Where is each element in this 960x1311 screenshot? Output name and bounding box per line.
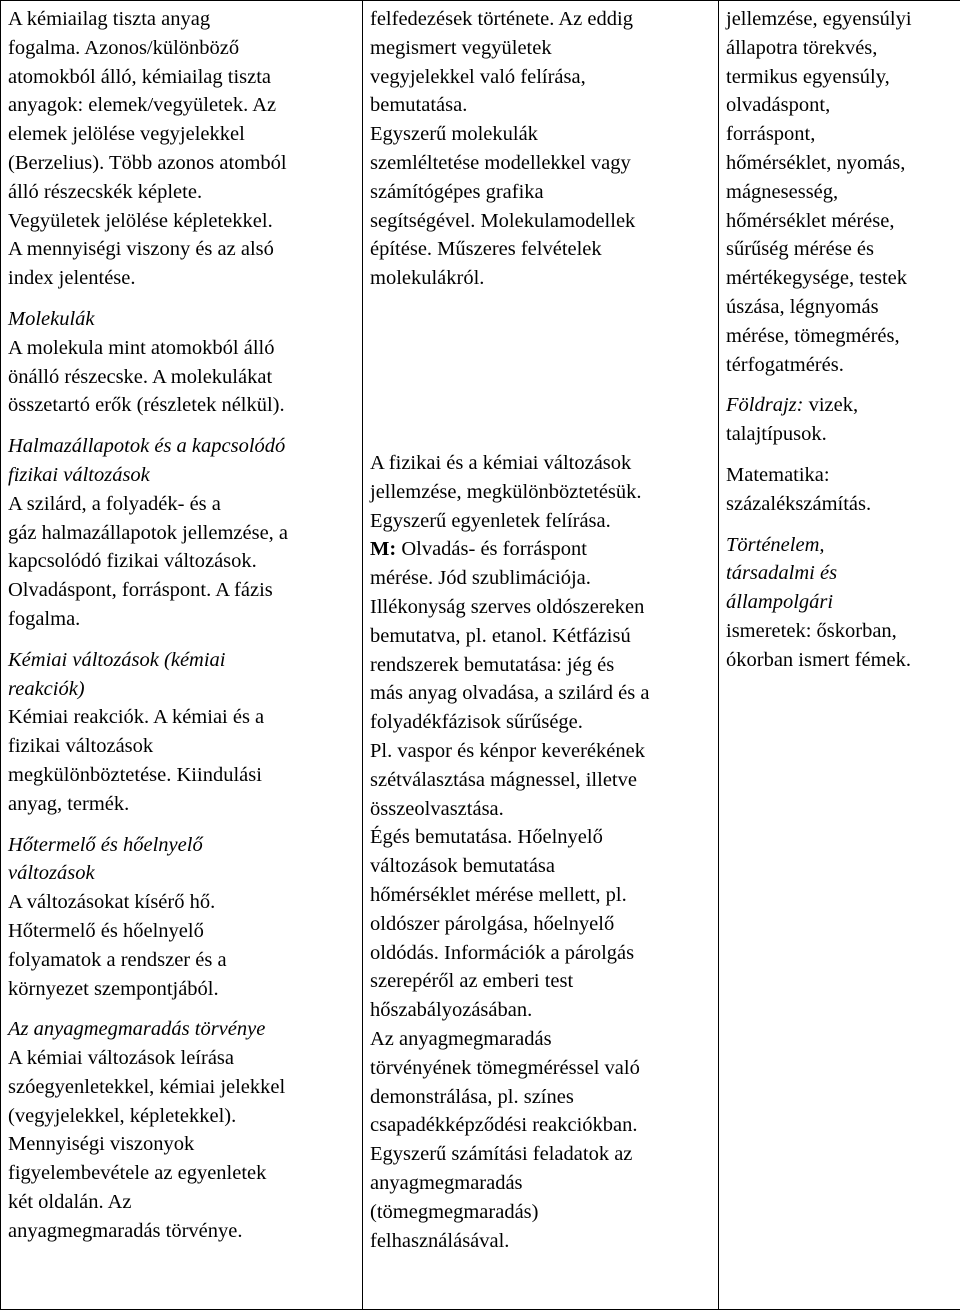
text-line: Halmazállapotok és a kapcsolódó [8,435,286,458]
text-line: álló részecskék képlete. [8,180,203,203]
text-line: felfedezések története. Az eddig [370,8,633,30]
text-line: önálló részecske. A molekulákat [8,365,273,388]
activities-top-block [370,5,712,425]
text-line: Egyszerű számítási feladatok az [370,1143,633,1166]
text-line: A molekula mint atomokból álló [8,336,275,359]
mass-conservation-text [8,1044,356,1246]
text-line: gáz halmazállapotok jellemzése, a [8,521,289,544]
text-line: csapadékképződési reakciókban. [370,1114,638,1137]
chemical-changes-heading [8,646,356,704]
geography-connection [726,391,960,449]
text-line: állampolgári [726,591,834,614]
table-row [1,1,960,1310]
text-line: szétválasztása mágnessel, illetve [370,768,637,791]
physics-connection [726,5,960,379]
text-line: változások [8,862,95,885]
text-line: Illékonyság szerves oldószereken [370,595,645,618]
text-line: Az anyagmegmaradás [370,1027,552,1050]
text-line: A fizikai és a kémiai változások [370,452,632,474]
text-line: (vegyjelekkel, képletekkel). [8,1104,237,1127]
text-line: szóegyenletekkel, kémiai jelekkel [8,1075,286,1098]
text-line: ismeretek: őskorban, [726,619,897,642]
text-line: szemléltetése modellekkel vagy [370,151,631,174]
text-line: sűrűség mérése és [726,238,875,261]
text-line: olvadáspont, [726,94,831,117]
text-line: demonstrálása, pl. színes [370,1085,574,1108]
text-line: fogalma. Azonos/különböző [8,36,240,59]
text-line: megismert vegyületek [370,36,552,59]
states-block [8,432,356,634]
activities-demos-text [370,564,712,1255]
text-line: A kémiai változások leírása [8,1047,234,1070]
text-line: változások bemutatása [370,855,556,878]
text-line: jellemzése, egyensúlyi [726,8,912,30]
text-line: A mennyiségi viszony és az alsó [8,238,274,261]
text-line: Kémiai változások (kémiai [8,648,226,671]
text-line: törvényének tömegméréssel való [370,1056,640,1079]
text-line: Olvadáspont, forráspont. A fázis [8,579,273,602]
activities-bottom-block [370,449,712,1255]
states-text [8,490,356,634]
text-line: környezet szempontjából. [8,977,219,1000]
text-line: A kémiailag tiszta anyag [8,8,211,30]
text-line: folyamatok a rendszer és a [8,948,227,971]
text-line: hőmérséklet mérése, [726,209,895,232]
math-connection [726,461,960,519]
heat-changes-text [8,888,356,1003]
text-line: két oldalán. Az [8,1191,132,1214]
text-line: megkülönböztetése. Kiindulási [8,763,262,786]
text-line: Hőtermelő és hőelnyelő [8,833,203,856]
text-line: rendszerek bemutatása: jég és [370,653,615,676]
history-heading [726,531,960,617]
text-line: anyagmegmaradás törvénye. [8,1219,243,1242]
text-line: felhasználásával. [370,1229,510,1252]
text-line: segítségével. Molekulamodellek [370,209,636,232]
text-line: építése. Műszeres felvételek [370,238,602,261]
text-line: számítógépes grafika [370,180,544,203]
text-line: anyagmegmaradás [370,1171,523,1194]
text-line: összeolvasztása. [370,797,504,820]
text-line: mágnesesség, [726,180,839,203]
text-line: hőmérséklet, nyomás, [726,151,906,174]
text-line: százalékszámítás. [726,492,872,515]
text-line: anyagok: elemek/vegyületek. Az [8,94,277,117]
text-line: Pl. vaspor és kénpor keverékének [370,739,645,762]
molecules-heading: Molekulák [8,307,95,330]
text-line: szerepéről az emberi test [370,970,574,993]
text-line: hőszabályozásában. [370,999,533,1022]
text-line: Egyszerű molekulák [370,123,538,146]
text-line: reakciók) [8,677,85,700]
text-line: társadalmi és [726,562,838,585]
molecules-text [8,334,356,420]
text-line: oldószer párolgása, hőelnyelő [370,912,615,935]
text-line: figyelembevétele az egyenletek [8,1162,267,1185]
text-line: anyag, termék. [8,792,130,815]
molecules-block [8,305,356,420]
measurement-text: Olvadás- és forráspont [396,538,587,561]
text-line: Vegyületek jelölése képletekkel. [8,209,273,232]
mass-conservation-block [8,1015,356,1245]
text-line: bemutatva, pl. etanol. Kétfázisú [370,624,631,647]
text-line: vegyjelekkel való felírása, [370,65,586,88]
heat-changes-heading [8,831,356,889]
text-line: Mennyiségi viszonyok [8,1133,195,1156]
text-line: oldódás. Információk a párolgás [370,941,635,964]
text-line: mérése. Jód szublimációja. [370,567,591,590]
text-line: Egyszerű egyenletek felírása. [370,509,611,532]
text-line: (Berzelius). Több azonos atomból [8,151,287,174]
geography-line [726,391,960,420]
text-line: összetartó erők (részletek nélkül). [8,394,285,417]
chemical-changes-text [8,703,356,818]
text-line: mérése, tömegmérés, [726,324,900,347]
text-line: fizikai változások [8,463,150,486]
states-heading [8,432,356,490]
topics-column [1,1,363,1310]
connections-column [719,1,960,1310]
text-line: hőmérséklet mérése mellett, pl. [370,883,627,906]
text-line: Égés bemutatása. Hőelnyelő [370,826,603,849]
text-line: A szilárd, a folyadék- és a [8,492,221,515]
text-line: molekulákról. [370,267,485,290]
text-line: más anyag olvadása, a szilárd és a [370,682,650,705]
history-connection [726,531,960,675]
history-text [726,617,960,675]
geography-label: Földrajz: [726,394,804,417]
geography-text: vizek, [803,394,859,417]
text-line: Matematika: [726,463,830,486]
text-line: folyadékfázisok sűrűsége. [370,711,583,734]
geography-line-2: talajtípusok. [726,423,827,446]
measurement-label: M: [370,538,397,561]
text-line: úszása, légnyomás [726,295,879,318]
text-line: Kémiai reakciók. A kémiai és a [8,706,265,729]
intro-block [8,5,356,293]
mass-conservation-heading: Az anyagmegmaradás törvénye [8,1018,266,1041]
text-line: bemutatása. [370,94,468,117]
text-line: Hőtermelő és hőelnyelő [8,919,204,942]
chemical-changes-block [8,646,356,819]
text-line: állapotra törekvés, [726,36,878,59]
text-line: atomokból álló, kémiailag tiszta [8,65,272,88]
text-line: elemek jelölése vegyjelekkel [8,123,245,146]
text-line: ókorban ismert fémek. [726,648,912,671]
text-line: kapcsolódó fizikai változások. [8,550,257,573]
text-line: fogalma. [8,607,81,630]
text-line: jellemzése, megkülönböztetésük. [370,480,642,503]
text-line: mértékegysége, testek [726,267,908,290]
text-line: (tömegmegmaradás) [370,1200,539,1223]
text-line: termikus egyensúly, [726,65,890,88]
activities-changes-text [370,449,712,535]
text-line: Történelem, [726,533,825,556]
text-line: fizikai változások [8,735,154,758]
activities-column [363,1,719,1310]
measurement-line [370,535,712,564]
text-line: forráspont, [726,123,816,146]
heat-changes-block [8,831,356,1004]
text-line: térfogatmérés. [726,353,844,376]
text-line: index jelentése. [8,267,136,290]
text-line: A változásokat kísérő hő. [8,891,216,914]
